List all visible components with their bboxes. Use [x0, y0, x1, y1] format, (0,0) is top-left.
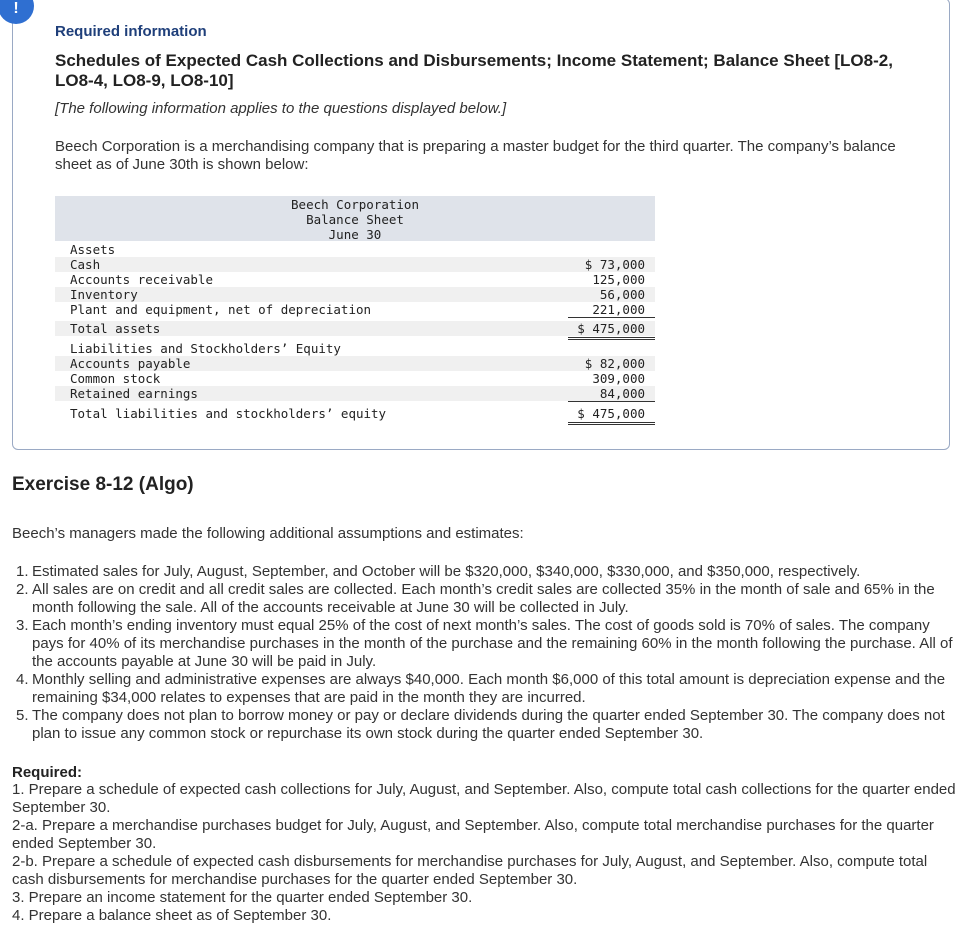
row-amount: 56,000: [599, 287, 645, 302]
liabilities-heading: Liabilities and Stockholders’ Equity: [70, 341, 341, 356]
intro-paragraph: Beech Corporation is a merchandising company that is preparing a master budget for the third quarter. The company’s balance sheet as of June 30th is shown below:: [55, 138, 896, 173]
list-item: 3. Prepare an income statement for the quarter ended September 30.: [12, 889, 473, 906]
row-amount: $ 73,000: [584, 257, 645, 272]
assets-heading-row: [55, 242, 655, 257]
list-item: [12, 563, 957, 581]
section-title: Schedules of Expected Cash Collections and Disbursements; Income Statement; Balance Sheet [LO8-2, LO8-4, LO8-9, LO8-10]: [55, 51, 893, 90]
item-text: Monthly selling and administrative expenses are always $40,000. Each month $6,000 of this total amount is depreciation expense and the remaining $34,000 relates to expenses that are paid in the month they are incurred.: [32, 671, 946, 706]
row-amount: 84,000: [599, 386, 645, 401]
total-double-underline: [568, 422, 655, 423]
list-item: 2-a. Prepare a merchandise purchases budget for July, August, and September. Also, compute total merchandise purchases for the quarter ended September 30.: [12, 817, 934, 852]
assumptions-list: [12, 563, 957, 743]
total-double-underline: [568, 424, 655, 425]
row-label: Plant and equipment, net of depreciation: [70, 302, 372, 317]
list-item: 2-b. Prepare a schedule of expected cash disbursements for merchandise purchases for July, August, and September. Also, compute total cash disbursements for merchandise purchases for the quarter ended September 30.: [12, 853, 928, 888]
list-item: [12, 617, 957, 671]
required-label: Required:: [12, 764, 83, 781]
exercise-title: Exercise 8-12 (Algo): [12, 474, 194, 495]
statement-date: June 30: [328, 227, 382, 242]
list-item: [12, 671, 957, 707]
table-row: [55, 386, 655, 401]
table-row: [55, 302, 655, 317]
required-information-label: Required information: [55, 23, 207, 40]
item-text: All sales are on credit and all credit sales are collected. Each month’s credit sales are collected 35% in the month of sale and 65% in the month following the sale. All of the accounts receivable at June 30 will be collected in July.: [32, 581, 935, 616]
item-text: Each month’s ending inventory must equal 25% of the cost of next month’s sales. The cost of goods sold is 70% of sales. The company pays for 40% of its merchandise purchases in the month of the purchase and the remaining 60% in the month following the purchase. All of the accounts payable at June 30 will be paid in July.: [32, 617, 953, 670]
company-name: Beech Corporation: [291, 197, 419, 212]
list-item: 1. Prepare a schedule of expected cash collections for July, August, and September. Also, compute total cash collections for the quarter ended September 30.: [12, 781, 956, 816]
table-row: [55, 272, 655, 287]
subtotal-underline: [568, 317, 655, 318]
row-amount: $ 475,000: [577, 321, 645, 336]
row-amount: $ 475,000: [577, 406, 645, 421]
statement-name: Balance Sheet: [306, 212, 404, 227]
total-liabilities-row: [55, 406, 655, 421]
table-row: [55, 356, 655, 371]
table-row: [55, 371, 655, 386]
subtotal-underline: [568, 401, 655, 402]
applies-note: [The following information applies to the questions displayed below.]: [55, 100, 507, 117]
item-number: 2.: [16, 581, 29, 598]
item-number: 5.: [16, 707, 29, 724]
row-label: Inventory: [70, 287, 138, 302]
item-number: 4.: [16, 671, 29, 688]
row-label: Accounts payable: [70, 356, 191, 371]
row-label: Retained earnings: [70, 386, 198, 401]
assets-heading: Assets: [70, 242, 116, 257]
balance-sheet-header: [55, 196, 655, 241]
item-text: The company does not plan to borrow money or pay or declare dividends during the quarter ended September 30. The company does not plan to issue any common stock or repurchase its own stock during the quarter ended September 30.: [32, 707, 945, 742]
item-text: Estimated sales for July, August, September, and October will be $320,000, $340,000, $330,000, and $350,000, respectively.: [32, 563, 861, 580]
list-item: 4. Prepare a balance sheet as of September 30.: [12, 907, 332, 924]
row-amount: $ 82,000: [584, 356, 645, 371]
list-item: [12, 581, 957, 617]
required-list: [12, 781, 957, 925]
row-label: Common stock: [70, 371, 161, 386]
liabilities-heading-row: [55, 341, 655, 356]
item-number: 3.: [16, 617, 29, 634]
total-assets-row: [55, 321, 655, 336]
total-double-underline: [568, 339, 655, 340]
row-label: Cash: [70, 257, 101, 272]
table-row: [55, 257, 655, 272]
row-amount: 221,000: [592, 302, 645, 317]
table-row: [55, 287, 655, 302]
alert-icon: !: [0, 0, 34, 24]
row-amount: 309,000: [592, 371, 645, 386]
row-label: Total assets: [70, 321, 161, 336]
row-label: Accounts receivable: [70, 272, 213, 287]
item-number: 1.: [16, 563, 29, 580]
list-item: [12, 707, 957, 743]
assumptions-intro: Beech’s managers made the following additional assumptions and estimates:: [12, 525, 524, 542]
row-label: Total liabilities and stockholders’ equity: [70, 406, 387, 421]
total-double-underline: [568, 337, 655, 338]
row-amount: 125,000: [592, 272, 645, 287]
